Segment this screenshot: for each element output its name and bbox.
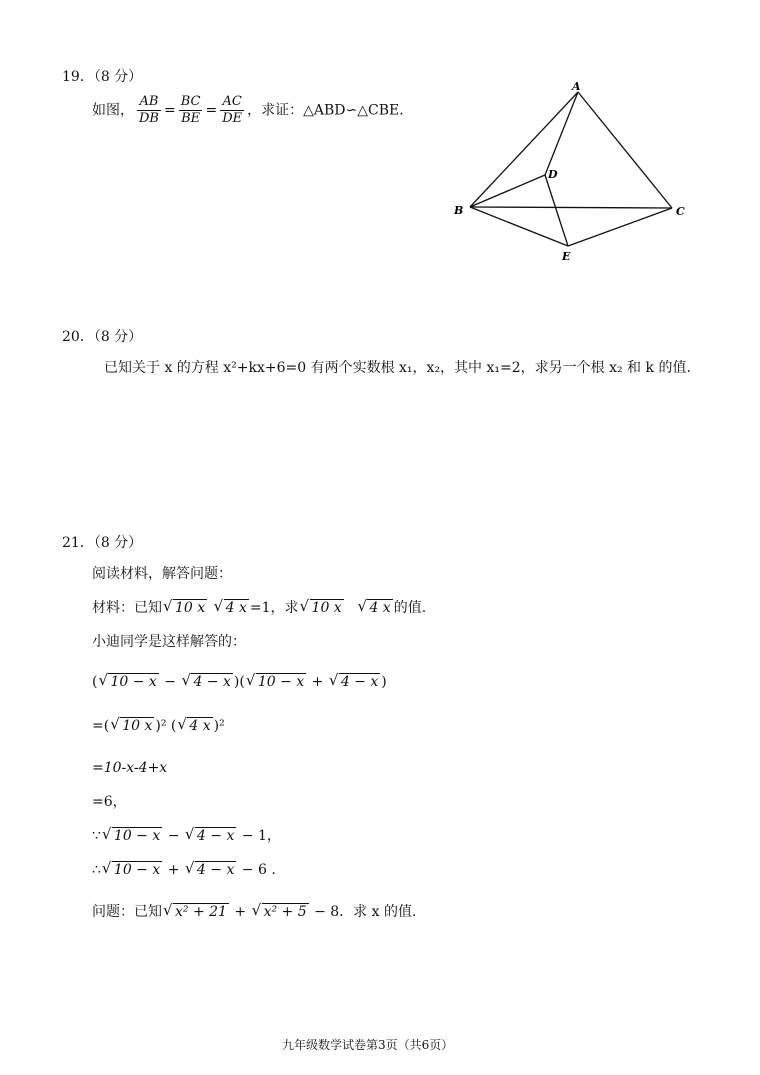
sqrt-term [300, 598, 344, 618]
segment-de [545, 175, 568, 246]
point-label-b: B [454, 204, 464, 217]
operator: − [159, 674, 181, 690]
equals-sign: = [205, 102, 218, 119]
frac-den: BE [181, 111, 201, 126]
point-label-e: E [562, 250, 571, 263]
fraction-ab-db [137, 94, 161, 127]
radicand: 4 − x [196, 862, 235, 878]
solution-step-4: =6， [92, 794, 127, 810]
because-symbol: ∵ [92, 828, 101, 844]
segment-ac [578, 92, 672, 208]
sqrt-term [102, 860, 162, 880]
radicand: 4 x [369, 600, 391, 616]
sqrt-term [185, 860, 236, 880]
page-footer: 九年级数学试卷第3页（共6页） [282, 1038, 454, 1052]
solution-step-1 [92, 672, 387, 692]
radicand: 4 x [225, 600, 247, 616]
sqrt-term [252, 902, 309, 922]
q19-statement [92, 94, 404, 127]
q20-label: 20．（8 分） [62, 329, 143, 345]
therefore-tail: − 6 . [237, 862, 276, 878]
radicand: 4 − x [340, 674, 379, 690]
segment-ab [470, 92, 578, 207]
q19-prefix: 如图， [92, 102, 134, 119]
radicand: x² + 5 [263, 904, 307, 920]
fraction-ac-de [220, 94, 244, 127]
frac-num: AC [220, 94, 244, 111]
radicand: 10 − x [110, 674, 157, 690]
segment-bc [470, 207, 672, 208]
because-tail: − 1， [237, 828, 281, 844]
sqrt-term [163, 598, 207, 618]
step2-prefix: =( [92, 718, 110, 734]
therefore-symbol: ∴ [92, 862, 101, 878]
point-label-c: C [676, 205, 685, 218]
radicand: 4 − x [196, 828, 235, 844]
q19-label: 19．（8 分） [62, 69, 143, 85]
operator: + [163, 862, 184, 878]
step2-mid: )² ( [155, 718, 177, 734]
sqrt-term [246, 672, 306, 692]
sqrt-term [329, 672, 380, 692]
therefore-line [92, 860, 276, 880]
geometry-figure [440, 70, 700, 270]
because-line [92, 826, 281, 846]
sqrt-term [181, 672, 232, 692]
solution-step-2 [92, 716, 225, 736]
sqrt-term [98, 672, 158, 692]
segment-be [470, 207, 568, 246]
radicand: 10 − x [113, 862, 161, 878]
sqrt-term [163, 902, 229, 922]
radicand: 4 − x [193, 674, 231, 690]
q21-material [92, 598, 426, 618]
paren: )( [233, 674, 245, 690]
radicand: x² + 21 [175, 904, 227, 920]
fraction-bc-be [179, 94, 203, 127]
segment-ce [568, 208, 672, 246]
q21-problem [92, 902, 416, 922]
q21-intro: 阅读材料，解答问题： [92, 566, 232, 582]
problem-prefix: 问题：已知 [92, 904, 162, 920]
sqrt-term [357, 598, 392, 618]
radicand: 10 x [311, 600, 342, 616]
equals-sign: = [163, 102, 176, 119]
segment-bd [470, 175, 545, 207]
q21-solver: 小迪同学是这样解答的： [92, 634, 246, 650]
radicand: 4 x [189, 718, 211, 734]
paren: ( [92, 674, 98, 690]
sqrt-term [177, 716, 212, 736]
paren: ) [381, 674, 387, 690]
frac-den: DB [139, 111, 159, 126]
segment-ad [545, 92, 578, 175]
operator: − [163, 828, 184, 844]
q19-suffix: ，求证：△ABD∽△CBE. [247, 102, 404, 119]
material-prefix: 材料：已知 [92, 600, 162, 616]
sqrt-term [110, 716, 154, 736]
problem-tail: − 8．求 x 的值. [309, 904, 417, 920]
operator: + [344, 600, 357, 616]
radicand: 10 − x [113, 828, 161, 844]
sqrt-term [185, 826, 236, 846]
frac-num: BC [180, 94, 201, 109]
material-eq: =1，求 [249, 600, 299, 616]
step2-close: )² [213, 718, 225, 734]
radicand: 10 x [122, 718, 153, 734]
solution-step-3: =10-x-4+x [92, 760, 168, 776]
point-label-a: A [572, 80, 581, 93]
sqrt-term [102, 826, 162, 846]
operator [208, 600, 212, 616]
frac-den: DE [222, 111, 243, 126]
operator: + [307, 674, 328, 690]
point-label-d: D [548, 168, 558, 181]
q20-text: 已知关于 x 的方程 x²+kx+6=0 有两个实数根 x₁，x₂，其中 x₁=2，求另一个根 x₂ 和 k 的值. [104, 360, 691, 376]
material-suffix: 的值. [393, 600, 427, 616]
radicand: 10 − x [257, 674, 305, 690]
operator: + [229, 904, 251, 920]
frac-num: AB [137, 94, 161, 111]
radicand: 10 x [175, 600, 206, 616]
q21-label: 21．（8 分） [62, 535, 143, 551]
sqrt-term [214, 598, 249, 618]
